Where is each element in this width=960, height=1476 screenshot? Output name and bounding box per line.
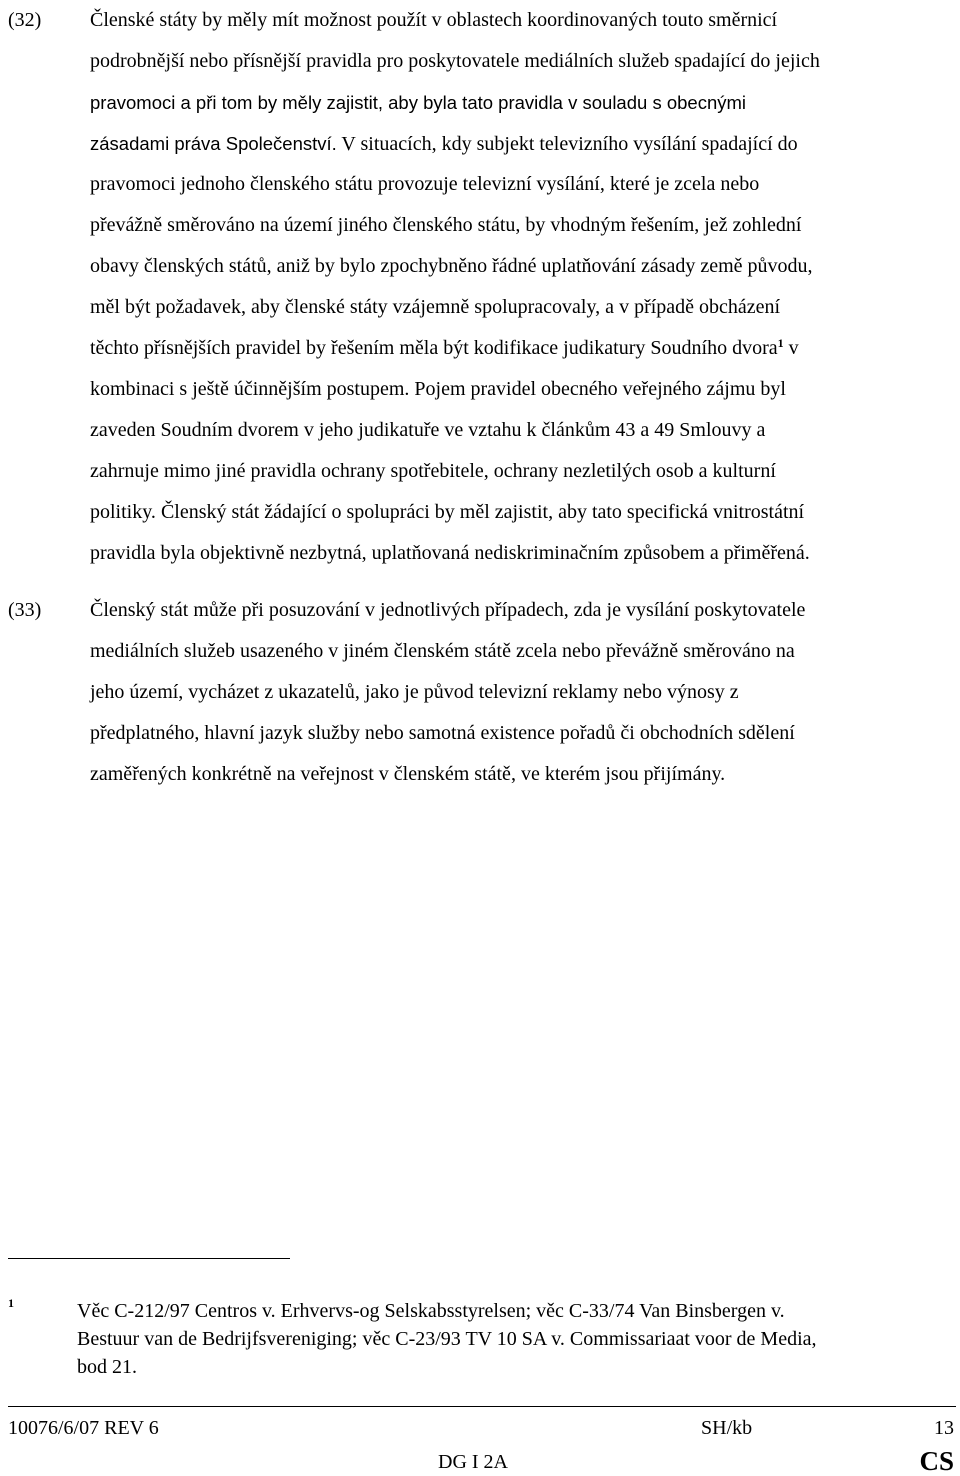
text-line: mediálních služeb usazeného v jiném členském státě zcela nebo převážně směrováno na: [90, 640, 795, 662]
text-line: předplatného, hlavní jazyk služby nebo samotná existence pořadů či obchodních sdělení: [90, 722, 795, 744]
language-code: CS: [919, 1446, 954, 1476]
paragraph-number: (32): [8, 9, 42, 31]
text-line: pravomoci a při tom by měly zajistit, aby byla tato pravidla v souladu s obecnými: [90, 92, 747, 113]
footnote-line: Věc C-212/97 Centros v. Erhvervs-og Selskabsstyrelsen; věc C-33/74 Van Binsbergen v.: [77, 1300, 785, 1322]
text-line: Členské státy by měly mít možnost použít v oblastech koordinovaných touto směrnicí: [90, 9, 778, 31]
text-line: zahrnuje mimo jiné pravidla ochrany spotřebitele, ochrany nezletilých osob a kulturní: [90, 460, 776, 482]
footnote-line: Bestuur van de Bedrijfsvereniging; věc C-23/93 TV 10 SA v. Commissariaat voor de Media,: [77, 1328, 817, 1350]
text-line: obavy členských států, aniž by bylo zpochybněno řádné uplatňování zásady země původu,: [90, 255, 813, 277]
text-line: převážně směrováno na území jiného členského státu, by vhodným řešením, jež zohlední: [90, 214, 802, 236]
text-line: těchto přísnějších pravidel by řešením měla být kodifikace judikatury Soudního dvora$^1$ v: [90, 336, 799, 359]
text-line: kombinaci s ještě účinnějším postupem. Pojem pravidel obecného veřejného zájmu byl: [90, 378, 786, 400]
page-number: 13: [934, 1417, 954, 1439]
footnote-line: bod 21.: [77, 1356, 137, 1378]
footnote-reference[interactable]: 1: [777, 336, 784, 350]
footnote-mark: 1: [8, 1296, 14, 1310]
text-line: pravidla byla objektivně nezbytná, uplatňovaná nediskriminačním způsobem a přiměřená.: [90, 542, 810, 564]
text-line: zaveden Soudním dvorem v jeho judikatuře ve vztahu k článkům 43 a 49 Smlouvy a: [90, 419, 766, 441]
paragraph-number: (33): [8, 599, 42, 621]
footer-separator: [8, 1406, 956, 1407]
text-line: pravomoci jednoho členského státu provozuje televizní vysílání, které je zcela nebo: [90, 173, 760, 195]
text-line: jeho území, vycházet z ukazatelů, jako je původ televizní reklamy nebo výnosy z: [90, 681, 739, 703]
text-line: zaměřených konkrétně na veřejnost v členském státě, ve kterém jsou přijímány.: [90, 763, 726, 785]
footnote-separator: [8, 1258, 290, 1259]
text-line: měl být požadavek, aby členské státy vzájemně spolupracovaly, a v případě obcházení: [90, 296, 781, 318]
author-initials: SH/kb: [701, 1417, 753, 1439]
text-line: podrobnější nebo přísnější pravidla pro poskytovatele mediálních služeb spadající do jejich: [90, 50, 820, 72]
text-line: politiky. Členský stát žádající o spolupráci by měl zajistit, aby tato specifická vnitrostátní: [90, 501, 805, 523]
directorate-code: DG I 2A: [438, 1451, 508, 1473]
text-line: Členský stát může při posuzování v jednotlivých případech, zda je vysílání poskytovatele: [90, 599, 806, 621]
document-reference: 10076/6/07 REV 6: [8, 1417, 159, 1439]
text-line: zásadami práva Společenství. V situacích, kdy subjekt televizního vysílání spadající do: [90, 133, 798, 155]
